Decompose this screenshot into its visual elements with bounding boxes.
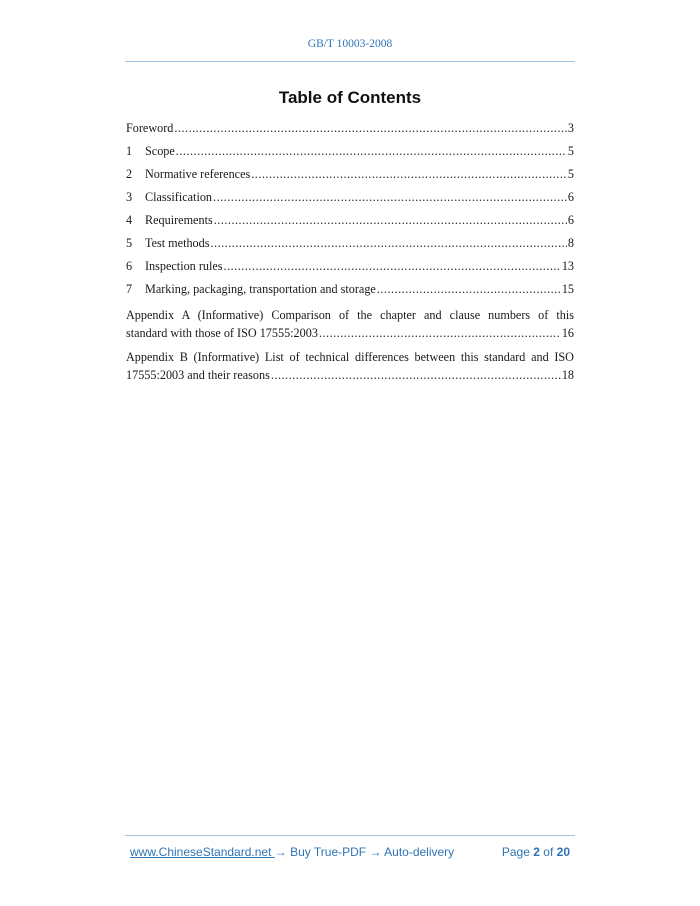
toc-page-number: 5 — [567, 167, 574, 181]
auto-delivery-text: Auto-delivery — [384, 845, 455, 859]
toc-label: Inspection rules — [145, 259, 223, 273]
toc-entry-appendix-a[interactable] — [126, 306, 574, 342]
toc-number: 5 — [126, 236, 133, 250]
footer-promo — [130, 845, 454, 859]
toc-leader-dots — [251, 167, 567, 182]
toc-entry-test-methods[interactable] — [126, 236, 574, 259]
toc-leader-dots — [377, 282, 561, 297]
toc-page-number: 5 — [567, 144, 574, 158]
toc-entry-classification[interactable] — [126, 190, 574, 213]
toc-entry-appendix-b[interactable] — [126, 348, 574, 384]
toc-entry-requirements[interactable] — [126, 213, 574, 236]
toc-label: 17555:2003 and their reasons — [126, 368, 270, 382]
toc-leader-dots — [174, 121, 567, 136]
toc-entry-normative-references[interactable] — [126, 167, 574, 190]
toc-entry-scope[interactable] — [126, 144, 574, 167]
toc-page-number: 6 — [567, 213, 574, 227]
toc-entry-inspection-rules[interactable] — [126, 259, 574, 282]
toc-leader-dots — [210, 236, 566, 251]
arrow-right-icon: → — [274, 845, 287, 859]
toc-number: 2 — [126, 167, 133, 181]
toc-appendix-line: Appendix B (Informative) List of technical differences between this standard and ISO — [126, 350, 574, 364]
of-word: of — [543, 845, 554, 859]
toc-number: 1 — [126, 144, 133, 158]
table-of-contents — [126, 121, 574, 390]
toc-number: 3 — [126, 190, 133, 204]
toc-appendix-line-with-page — [126, 324, 574, 342]
toc-page-number: 18 — [561, 368, 574, 382]
toc-number: 7 — [126, 282, 133, 296]
toc-number: 6 — [126, 259, 133, 273]
toc-page-number: 15 — [561, 282, 574, 296]
arrow-right-icon: → — [369, 845, 382, 859]
toc-page-number: 8 — [567, 236, 574, 250]
buy-pdf-link[interactable]: Buy True-PDF — [290, 845, 367, 859]
toc-label: Foreword — [126, 121, 174, 135]
total-pages-number: 20 — [556, 845, 570, 859]
toc-leader-dots — [213, 190, 567, 205]
toc-page-number: 3 — [567, 121, 574, 135]
page-header: GB/T 10003-2008 — [307, 38, 393, 50]
toc-label: Classification — [145, 190, 213, 204]
toc-appendix-line: Appendix A (Informative) Comparison of the chapter and clause numbers of this — [126, 308, 574, 322]
current-page-number: 2 — [533, 845, 540, 859]
toc-leader-dots — [214, 213, 567, 228]
website-link[interactable]: www.ChineseStandard.net — [130, 845, 275, 859]
toc-leader-dots — [319, 324, 561, 342]
toc-leader-dots — [271, 366, 561, 384]
toc-entry-foreword[interactable] — [126, 121, 574, 144]
page-word: Page — [501, 845, 530, 859]
toc-page-number: 6 — [567, 190, 574, 204]
toc-page-number: 16 — [561, 326, 574, 340]
toc-number: 4 — [126, 213, 133, 227]
toc-label: Normative references — [145, 167, 251, 181]
header-divider — [125, 61, 575, 62]
page-indicator — [502, 845, 570, 859]
toc-label: Requirements — [145, 213, 213, 227]
page-title: Table of Contents — [278, 88, 422, 107]
toc-label: Scope — [145, 144, 175, 158]
footer-divider — [125, 835, 575, 836]
toc-label: standard with those of ISO 17555:2003 — [126, 326, 318, 340]
toc-page-number: 13 — [561, 259, 574, 273]
toc-leader-dots — [224, 259, 561, 274]
toc-label: Test methods — [145, 236, 210, 250]
page-footer — [130, 845, 570, 859]
toc-label: Marking, packaging, transportation and storage — [145, 282, 376, 296]
toc-leader-dots — [176, 144, 567, 159]
toc-appendix-line-with-page — [126, 366, 574, 384]
toc-entry-marking-packaging[interactable] — [126, 282, 574, 305]
